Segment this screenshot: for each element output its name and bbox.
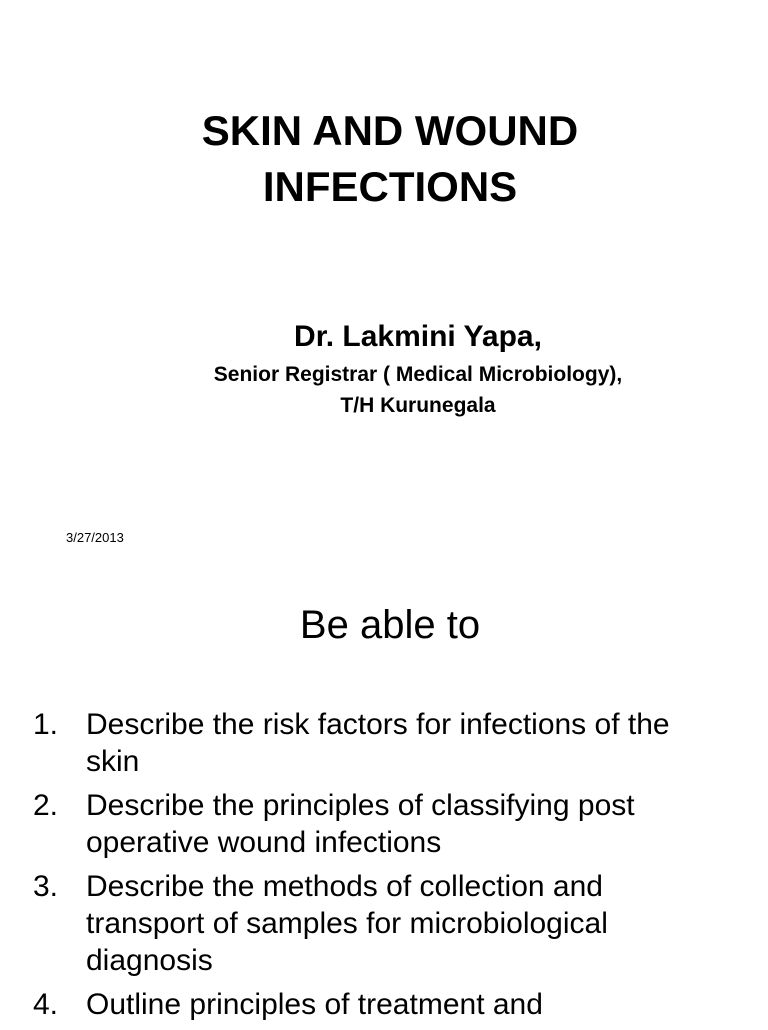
item-number: 1. bbox=[33, 708, 59, 741]
presentation-title bbox=[0, 103, 768, 215]
title-line: SKIN AND WOUND bbox=[201, 107, 579, 154]
objectives-list bbox=[33, 706, 763, 1030]
list-item bbox=[33, 986, 763, 1023]
author-role-line: T/H Kurunegala bbox=[340, 394, 496, 417]
item-number: 4. bbox=[33, 988, 59, 1021]
item-number: 2. bbox=[33, 789, 59, 822]
item-number: 3. bbox=[33, 870, 59, 903]
objectives-heading: Be able to bbox=[299, 603, 481, 647]
list-item bbox=[33, 787, 763, 861]
item-text bbox=[86, 986, 763, 1023]
list-item bbox=[33, 868, 763, 979]
title-line: INFECTIONS bbox=[262, 163, 518, 210]
item-line: Describe the principles of classifying post bbox=[86, 789, 635, 822]
item-line: Describe the methods of collection and bbox=[86, 870, 603, 903]
item-line: transport of samples for microbiological bbox=[86, 907, 608, 940]
slide-date: 3/27/2013 bbox=[66, 530, 124, 545]
objectives-slide bbox=[0, 576, 768, 1024]
list-item bbox=[33, 706, 763, 780]
item-text bbox=[86, 706, 763, 780]
author-role bbox=[0, 359, 768, 421]
item-line: skin bbox=[86, 745, 140, 778]
item-line: diagnosis bbox=[86, 944, 213, 977]
item-line: Describe the risk factors for infections of the bbox=[86, 708, 670, 741]
item-text bbox=[86, 868, 763, 979]
item-line: Outline principles of treatment and bbox=[86, 988, 543, 1021]
item-line: operative wound infections bbox=[86, 826, 442, 859]
author-name: Dr. Lakmini Yapa, bbox=[294, 320, 542, 353]
author-role-line: Senior Registrar ( Medical Microbiology), bbox=[213, 363, 623, 386]
item-text bbox=[86, 787, 763, 861]
